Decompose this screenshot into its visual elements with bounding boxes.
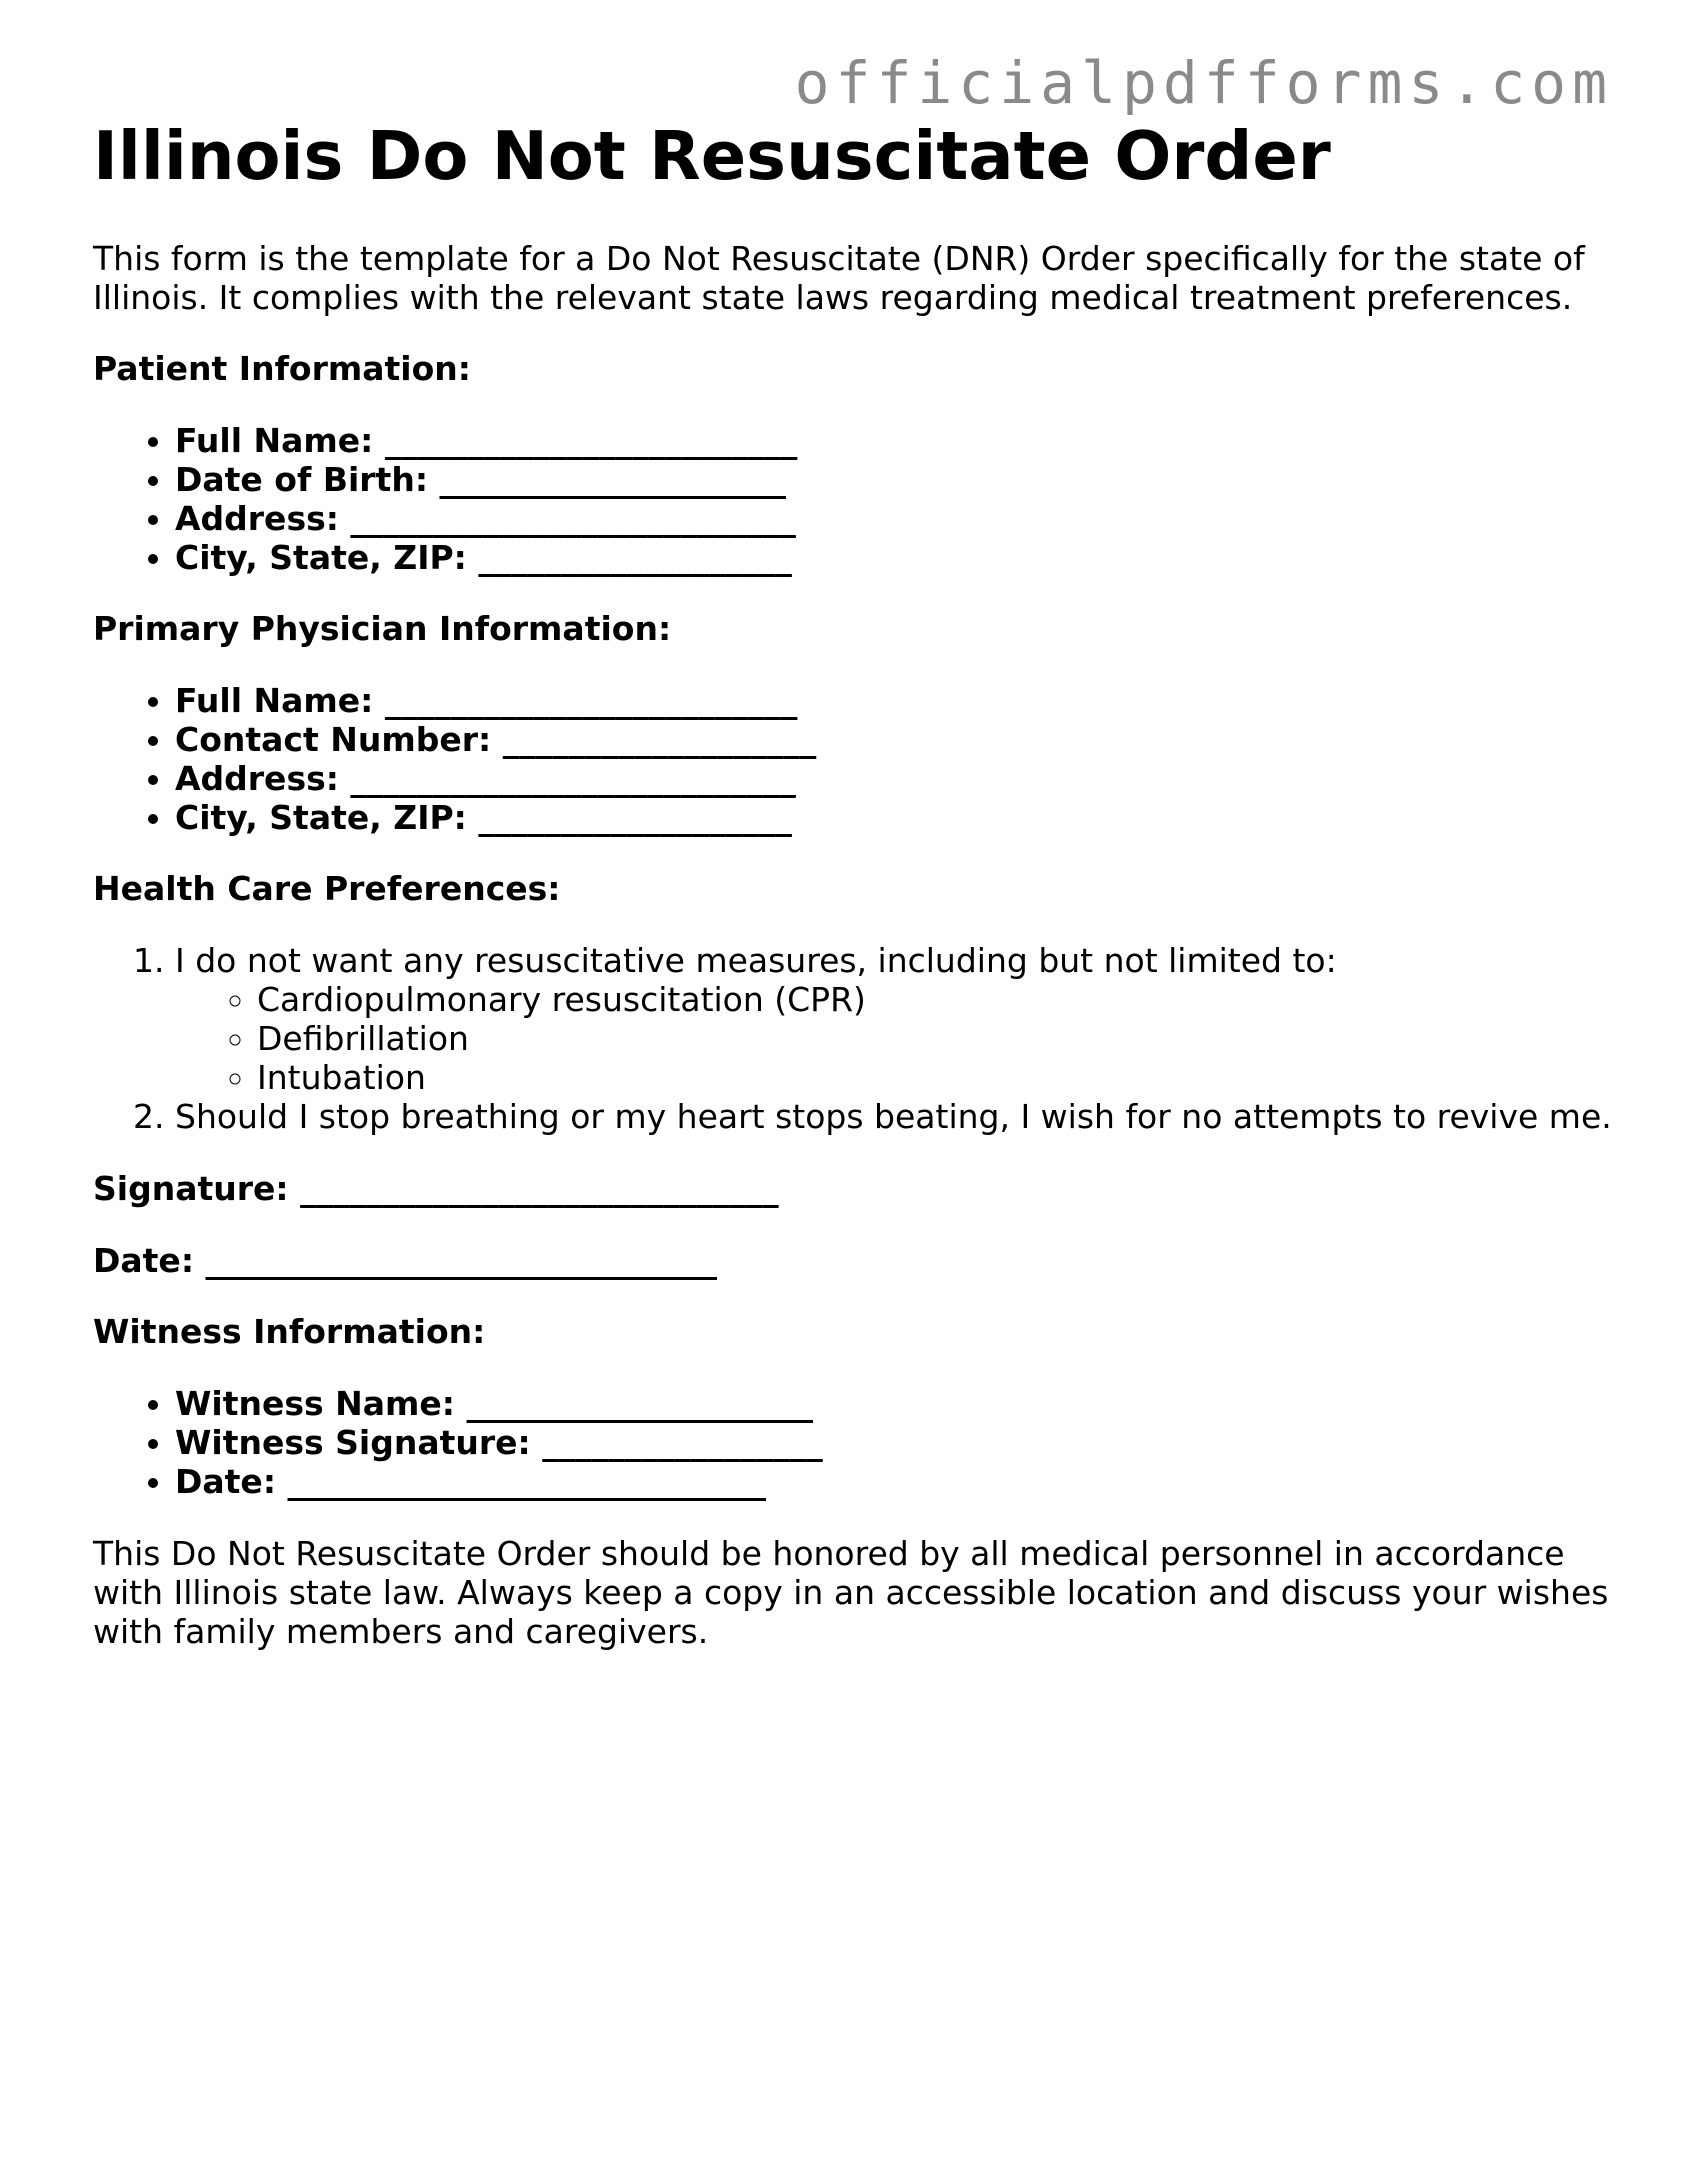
witness-name-field: • Witness Name: _____________________ xyxy=(175,1384,1613,1423)
date-line: Date: _______________________________ xyxy=(93,1241,718,1281)
physician-fields xyxy=(93,681,1613,837)
patient-address-field: • Address: ___________________________ xyxy=(175,499,1613,538)
patient-city-state-zip-field: • City, State, ZIP: ___________________ xyxy=(175,538,1613,577)
patient-heading: Patient Information: xyxy=(93,349,471,389)
watermark: officialpdfforms.com xyxy=(794,49,1613,117)
witness-date-field: • Date: _____________________________ xyxy=(175,1462,1613,1501)
intro-paragraph: This form is the template for a Do Not Resuscitate (DNR) Order specifically for the state of Illinois. It complies with the relevant state laws regarding medical treatment preferences. xyxy=(93,239,1585,318)
physician-heading: Primary Physician Information: xyxy=(93,609,672,649)
preference-item-2: 2. Should I stop breathing or my heart stops beating, I wish for no attempts to revive me. xyxy=(175,1097,1613,1136)
physician-full-name-field: • Full Name: _________________________ xyxy=(175,681,1613,720)
measures-list xyxy=(175,980,1613,1097)
preferences-list xyxy=(93,941,1613,1136)
patient-fields xyxy=(93,421,1613,577)
witness-heading: Witness Information: xyxy=(93,1312,486,1352)
physician-contact-field: • Contact Number: ___________________ xyxy=(175,720,1613,759)
closing-paragraph: This Do Not Resuscitate Order should be honored by all medical personnel in accordance with Illinois state law. Always keep a copy in an accessible location and discuss your wishes with family members and caregivers. xyxy=(93,1534,1609,1652)
document-page xyxy=(93,118,1613,1651)
measure-intubation: ◦ Intubation xyxy=(257,1058,1613,1097)
measure-cpr: ◦ Cardiopulmonary resuscitation (CPR) xyxy=(257,980,1613,1019)
patient-dob-field: • Date of Birth: _____________________ xyxy=(175,460,1613,499)
patient-full-name-field: • Full Name: _________________________ xyxy=(175,421,1613,460)
witness-signature-field: • Witness Signature: _________________ xyxy=(175,1423,1613,1462)
physician-city-state-zip-field: • City, State, ZIP: ___________________ xyxy=(175,798,1613,837)
page-title: Illinois Do Not Resuscitate Order xyxy=(93,117,1331,195)
preferences-heading: Health Care Preferences: xyxy=(93,869,561,909)
preference-item-1 xyxy=(175,941,1613,1097)
signature-line: Signature: _____________________________ xyxy=(93,1169,779,1209)
witness-fields xyxy=(93,1384,1613,1501)
preference-item-1-text: I do not want any resuscitative measures, including but not limited to: xyxy=(175,941,1337,981)
physician-address-field: • Address: ___________________________ xyxy=(175,759,1613,798)
measure-defibrillation: ◦ Defibrillation xyxy=(257,1019,1613,1058)
